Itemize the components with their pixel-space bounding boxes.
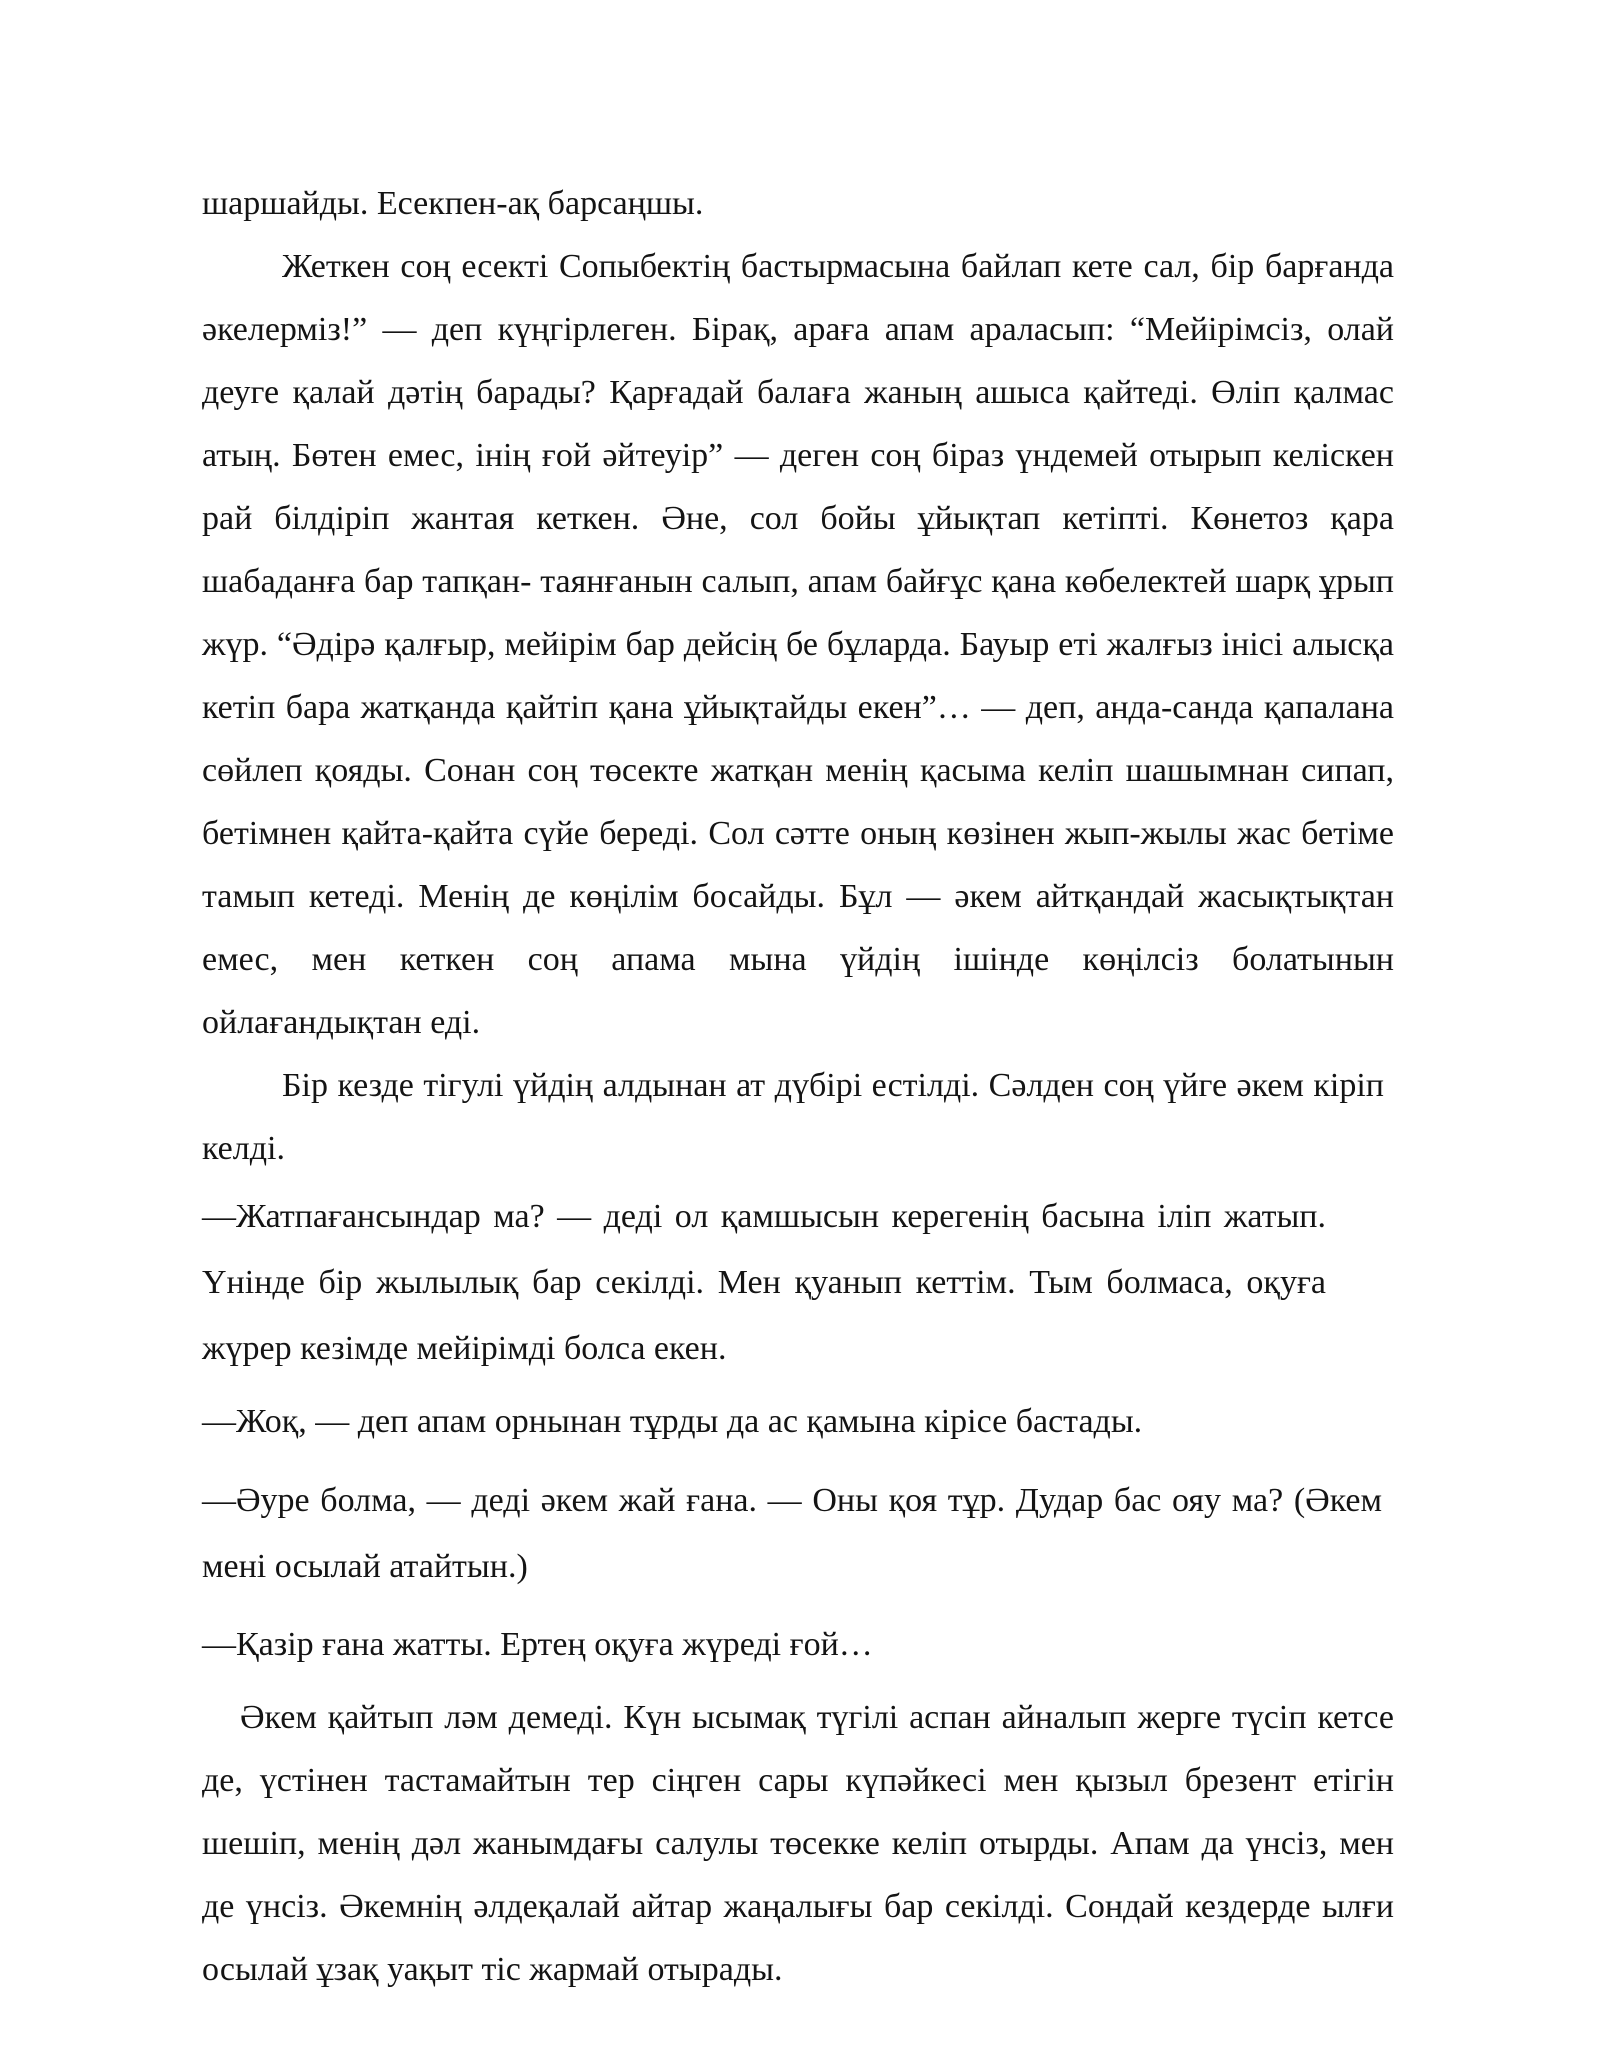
dialog-1 — [202, 1184, 1326, 1382]
dialog-line-3: —Әуре болма, — деді әкем жай ғана. — Оны қоя тұр. Дудар бас ояу ма? (Әкем мені осылай атайтын.) — [202, 1482, 1382, 1585]
paragraph-3: Бір кезде тігулі үйдің алдынан ат дүбірі естілді. Сәлден соң үйге әкем кіріп келді. — [202, 1067, 1384, 1167]
dialog-3 — [202, 1468, 1382, 1600]
dialog-2 — [202, 1389, 1326, 1455]
paragraph-continuation — [202, 172, 1394, 1054]
paragraph-1: шаршайды. Есекпен-ақ барсаңшы. — [202, 185, 704, 222]
paragraph-arrival — [202, 1054, 1384, 1180]
paragraph-closing — [202, 1686, 1394, 2001]
paragraph-8: Әкем қайтып ләм демеді. Күн ысымақ түгілі аспан айналып жерге түсіп кетсе де, үстінен тастамайтын тер сіңген сары күпәйкесі мен қызыл брезент етігін шешіп, менің дәл жанымдағы салулы төсекке келіп отырды. Апам да үнсіз, мен де үнсіз. Әкемнің әлдеқалай айтар жаңалығы бар секілді. Сондай кездерде ылғи осылай ұзақ уақыт тіс жармай отырады. — [202, 1699, 1394, 1988]
paragraph-2: Жеткен соң есекті Сопыбектің бастырмасына байлап кете сал, бір барғанда әкелерміз!” — деп күңгірлеген. Бірақ, араға апам араласып: “Мейірімсіз, олай деуге қалай дәтің барады? Қарғадай балаға жаның ашыса қайтеді. Өліп қалмас атың. Бөтен емес, інің ғой әйтеуір” — деген соң біраз үндемей отырып келіскен рай білдіріп жантая кеткен. Әне, сол бойы ұйықтап кетіпті. Көнетоз қара шабаданға бар тапқан- таянғанын салып, апам байғұс қана көбелектей шарқ ұрып жүр. “Әдірә қалғыр, мейірім бар дейсің бе бұларда. Бауыр еті жалғыз інісі алысқа кетіп бара жатқанда қайтіп қана ұйықтайды екен”… — деп, анда-санда қапалана сөйлеп қояды. Сонан соң төсекте жатқан менің қасыма келіп шашымнан сипап, бетімнен қайта-қайта сүйе береді. Сол сәтте оның көзінен жып-жылы жас бетіме тамып кетеді. Менің де көңілім босайды. Бұл — әкем айтқандай жасықтықтан емес, мен кеткен соң апама мына үйдің ішінде көңілсіз болатынын ойлағандықтан еді. — [202, 248, 1394, 1041]
dialog-line-4: —Қазір ғана жатты. Ертең оқуға жүреді ғой… — [202, 1626, 873, 1663]
dialog-line-2: —Жоқ, — деп апам орнынан тұрды да ас қамына кірісе бастады. — [202, 1403, 1143, 1440]
dialog-4 — [202, 1612, 1326, 1678]
dialog-line-1: —Жатпағансындар ма? — деді ол қамшысын керегенің басына іліп жатып. Үнінде бір жылылық бар секілді. Мен қуанып кеттім. Тым болмаса, оқуға жүрер кезімде мейірімді болса екен. — [202, 1198, 1326, 1367]
